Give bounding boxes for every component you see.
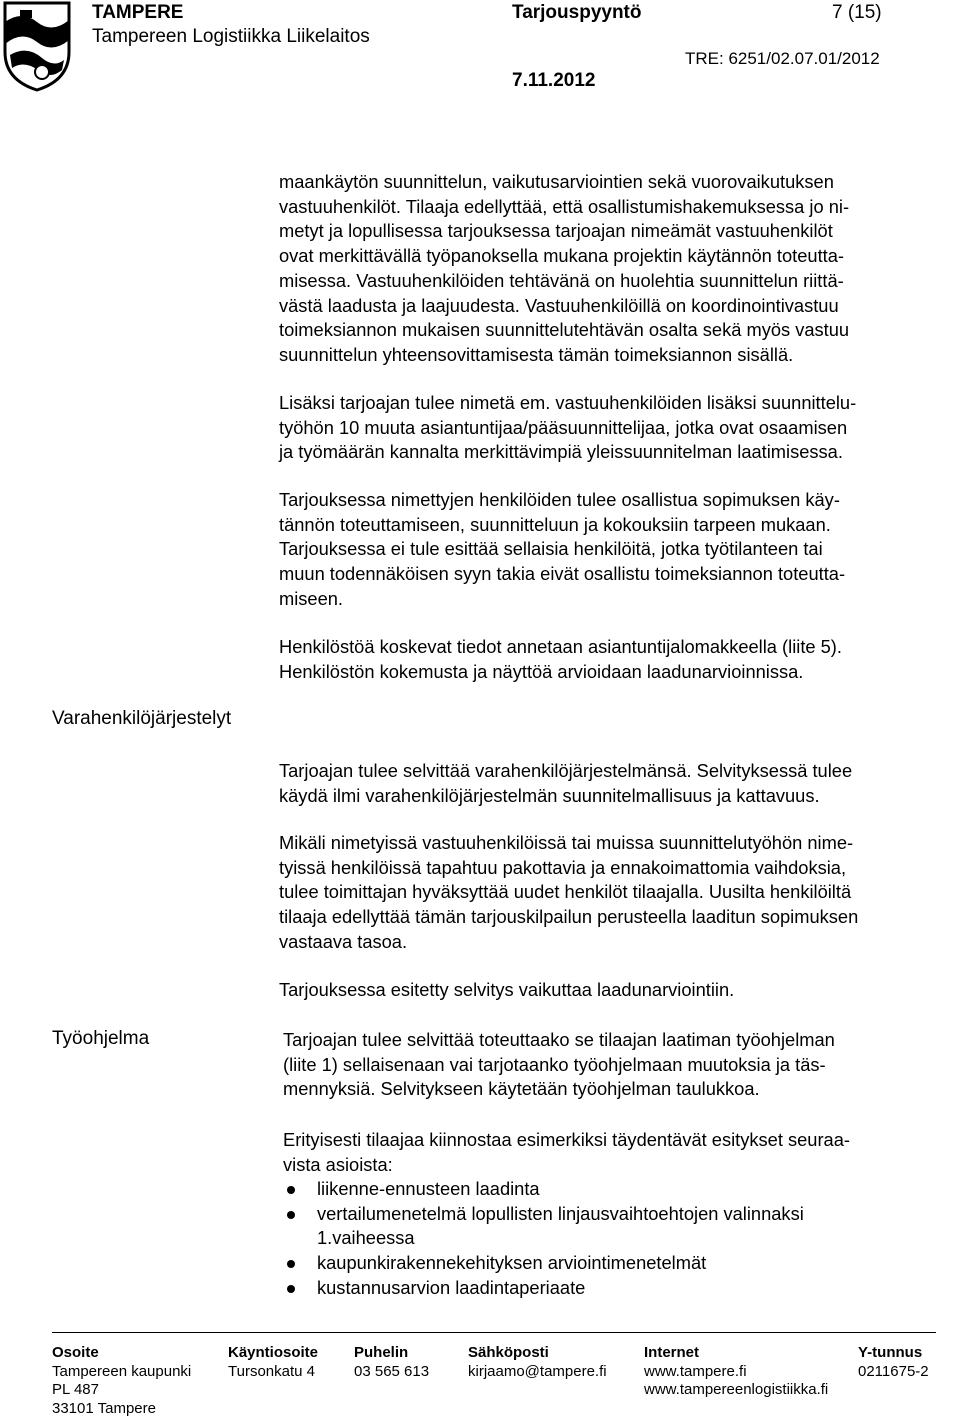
footer-line: PL 487 xyxy=(52,1381,99,1398)
footer-osoite xyxy=(52,1344,191,1418)
text-line: toimeksiannon mukaisen suunnittelutehtävän osalta sekä myös vastuu xyxy=(279,319,850,341)
paragraph-personnel-info xyxy=(279,635,842,684)
footer-heading: Internet xyxy=(644,1344,700,1361)
text-line: (liite 1) sellaisenaan vai tarjotaanko työohjelmaan muutoksia ja täs- xyxy=(283,1053,826,1075)
paragraph-backup-system xyxy=(279,759,852,808)
list-item-text: 1.vaiheessa xyxy=(317,1227,415,1249)
footer-line: Tampereen kaupunki xyxy=(52,1362,192,1380)
text-line: vastaava tasoa. xyxy=(279,930,408,952)
text-line: ja työmäärän kannalta merkittävimpiä yleissuunnitelman laatimisessa. xyxy=(279,441,843,463)
paragraph-work-program xyxy=(283,1028,835,1102)
list-item-text: liikenne-ennusteen laadinta xyxy=(317,1178,540,1199)
text-line: tulee toimittajan hyväksyttää uudet henkilöt tilaajalla. Uusilta henkilöiltä xyxy=(279,881,852,903)
text-line: Lisäksi tarjoajan tulee nimetä em. vastuuhenkilöiden lisäksi suunnittelu- xyxy=(279,392,857,413)
footer-puhelin xyxy=(354,1344,429,1381)
header-page-number: 7 (15) xyxy=(832,2,882,23)
header-org: TAMPERE xyxy=(92,2,184,23)
footer-heading: Puhelin xyxy=(354,1344,409,1361)
bullet-icon xyxy=(287,1186,295,1194)
footer-email-link[interactable]: kirjaamo@tampere.fi xyxy=(468,1362,607,1380)
list-item-text: kustannusarvion laadintaperiaate xyxy=(317,1276,586,1298)
text-line: suunnittelun yhteensovittamisesta tämän toimeksiannon sisällä. xyxy=(279,343,794,365)
text-line: misessa. Vastuuhenkilöiden tehtävänä on huolehtia suunnittelun riittä- xyxy=(279,269,844,291)
footer-line: 03 565 613 xyxy=(354,1362,430,1380)
text-line: ovat merkittävällä työpanoksella mukana projektin käytännön toteutta- xyxy=(279,245,845,267)
text-line: vastuuhenkilöt. Tilaaja edellyttää, että osallistumishakemuksessa jo ni- xyxy=(279,195,850,217)
text-line: metyt ja lopullisessa tarjouksessa tarjoajan nimeämät vastuuhenkilöt xyxy=(279,220,833,242)
header-org-sub: Tampereen Logistiikka Liikelaitos xyxy=(92,26,370,47)
header-reference: TRE: 6251/02.07.01/2012 xyxy=(685,49,880,68)
intro-paragraph xyxy=(279,170,849,368)
footer-line: 33101 Tampere xyxy=(52,1399,156,1417)
footer-kayntiosoite xyxy=(228,1344,318,1381)
list-item-text: kaupunkirakennekehityksen arviointimenetelmät xyxy=(317,1252,707,1274)
bullet-icon xyxy=(287,1260,295,1268)
section-heading-tyoohjelma: Työohjelma xyxy=(52,1028,150,1049)
footer-heading: Y-tunnus xyxy=(858,1344,923,1361)
text-line: muun todennäköisen syyn takia eivät osallistu toimeksiannon toteutta- xyxy=(279,563,846,585)
footer-heading: Sähköposti xyxy=(468,1344,549,1361)
text-line: Henkilöstöä koskevat tiedot annetaan asiantuntijalomakkeella (liite 5). xyxy=(279,636,842,657)
footer-internet xyxy=(644,1344,828,1400)
text-line: tyissä henkilöissä tapahtuu pakottavia ja ennakoimattomia vaihdoksia, xyxy=(279,856,847,878)
text-line: Tarjouksessa ei tule esittää sellaisia henkilöitä, jotka työtilanteen tai xyxy=(279,538,823,560)
text-line: Henkilöstön kokemusta ja näyttöä arvioidaan laadunarvioinnissa. xyxy=(279,660,804,682)
text-line: Tarjoajan tulee selvittää varahenkilöjärjestelmänsä. Selvityksessä tulee xyxy=(279,760,853,781)
footer-web-link[interactable]: www.tampereenlogistiikka.fi xyxy=(644,1381,829,1398)
text-line: Tarjoajan tulee selvittää toteuttaako se tilaajan laatiman työohjelman xyxy=(283,1029,835,1050)
text-line: Tarjouksessa esitetty selvitys vaikuttaa laadunarviointiin. xyxy=(279,979,735,1000)
footer-ytunnus xyxy=(858,1344,929,1381)
footer-web-link[interactable]: www.tampere.fi xyxy=(644,1362,747,1380)
bullet-icon xyxy=(287,1211,295,1219)
text-line: miseen. xyxy=(279,587,344,609)
text-line: Erityisesti tilaajaa kiinnostaa esimerkiksi täydentävät esitykset seuraa- xyxy=(283,1129,850,1150)
footer-heading: Käyntiosoite xyxy=(228,1344,319,1361)
paragraph-quality-effect xyxy=(279,978,734,1003)
text-line: västä laadusta ja laajuudesta. Vastuuhenkilöillä on koordinointivastuu xyxy=(279,294,839,316)
list-item xyxy=(283,1177,804,1202)
bullet-icon xyxy=(287,1285,295,1293)
footer-line: Tursonkatu 4 xyxy=(228,1362,315,1380)
list-item xyxy=(283,1276,804,1301)
bullet-list xyxy=(283,1177,804,1301)
paragraph-participation xyxy=(279,488,845,612)
paragraph-interest xyxy=(283,1128,850,1177)
text-line: maankäytön suunnittelun, vaikutusarviointien sekä vuorovaikutuksen xyxy=(279,171,834,192)
text-line: tilaaja edellyttää tämän tarjouskilpailun perusteella laaditun sopimuksen xyxy=(279,906,859,928)
footer-sahkoposti xyxy=(468,1344,607,1381)
footer-line: 0211675-2 xyxy=(858,1362,929,1380)
list-item-text: vertailumenetelmä lopullisten linjausvaihtoehtojen valinnaksi xyxy=(317,1202,804,1224)
text-line: Tarjouksessa nimettyjen henkilöiden tulee osallistua sopimuksen käy- xyxy=(279,489,840,510)
footer-heading: Osoite xyxy=(52,1344,99,1361)
text-line: Mikäli nimetyissä vastuuhenkilöissä tai muissa suunnittelutyöhön nime- xyxy=(279,832,854,853)
paragraph-additional-experts xyxy=(279,391,856,465)
text-line: työhön 10 muuta asiantuntijaa/pääsuunnittelijaa, jotka ovat osaamisen xyxy=(279,416,848,438)
text-line: vista asioista: xyxy=(283,1153,393,1175)
header-doc-type: Tarjouspyyntö xyxy=(512,2,642,23)
text-line: mennyksiä. Selvitykseen käytetään työohjelman taulukkoa. xyxy=(283,1078,760,1100)
tampere-coat-of-arms-icon xyxy=(2,0,72,92)
header-date: 7.11.2012 xyxy=(512,70,596,91)
list-item xyxy=(283,1251,804,1276)
paragraph-personnel-changes xyxy=(279,831,858,955)
section-heading-varahenkilojarjestelyt: Varahenkilöjärjestelyt xyxy=(52,708,232,729)
text-line: tännön toteuttamiseen, suunnitteluun ja kokouksiin tarpeen mukaan. xyxy=(279,513,831,535)
text-line: käydä ilmi varahenkilöjärjestelmän suunnitelmallisuus ja kattavuus. xyxy=(279,784,820,806)
list-item xyxy=(283,1202,804,1251)
footer-divider xyxy=(52,1332,936,1333)
